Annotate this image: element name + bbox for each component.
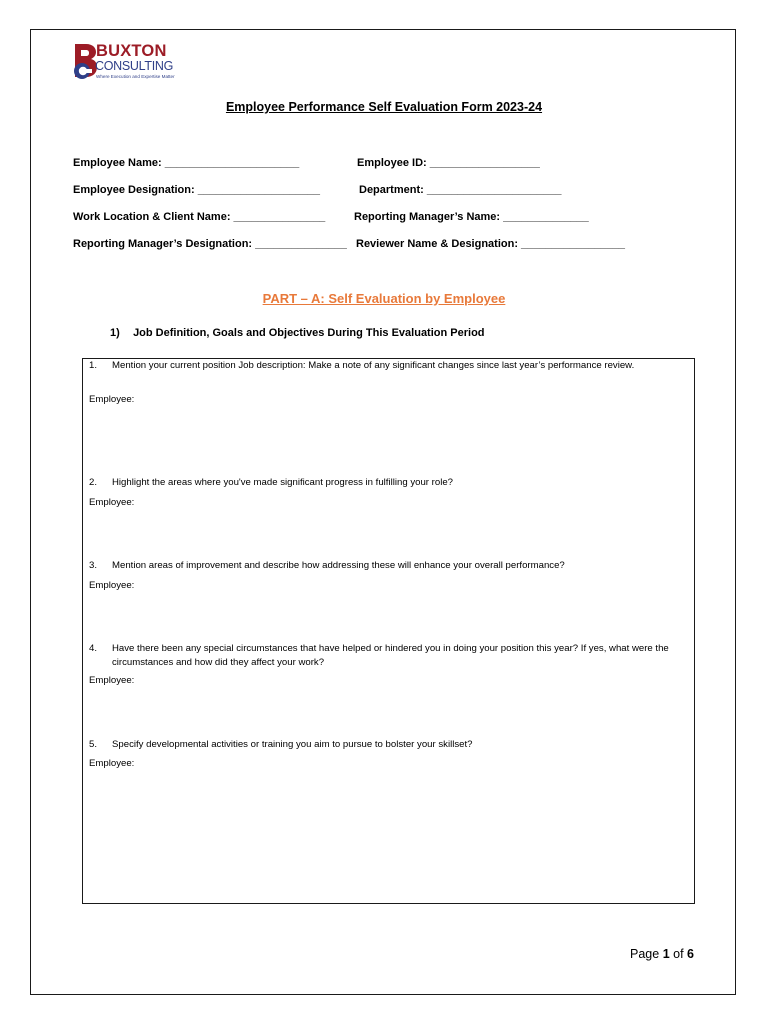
department-field[interactable]: Department: ______________________ (359, 184, 562, 196)
employee-name-field[interactable]: Employee Name: ______________________ (73, 157, 300, 169)
reporting-manager-name-field[interactable]: Reporting Manager’s Name: ______________ (354, 211, 589, 223)
part-a-title: PART – A: Self Evaluation by Employee (262, 291, 506, 306)
total-pages: 6 (687, 947, 694, 961)
logo-subtitle: CONSULTING (95, 59, 174, 73)
employee-id-field[interactable]: Employee ID: __________________ (357, 157, 540, 169)
logo-tagline: Where Execution and Expertise Matter (96, 74, 175, 79)
question-1 (89, 359, 679, 373)
response-label-2[interactable]: Employee: (89, 497, 135, 508)
question-number: 3. (89, 560, 98, 571)
page-number (630, 947, 694, 961)
question-text: Highlight the areas where you've made significant progress in fulfilling your role? (112, 477, 453, 488)
current-page: 1 (662, 947, 670, 961)
question-number: 2. (89, 477, 98, 488)
question-3 (89, 559, 679, 573)
response-label-5[interactable]: Employee: (89, 758, 135, 769)
question-number: 4. (89, 643, 98, 654)
response-label-1[interactable]: Employee: (89, 394, 135, 405)
question-4 (89, 642, 679, 670)
question-text: Specify developmental activities or training you aim to pursue to bolster your skillset? (112, 739, 473, 750)
logo-name: BUXTON (96, 42, 167, 60)
response-label-4[interactable]: Employee: (89, 675, 135, 686)
question-text: Have there been any special circumstances that have helped or hindered you in doing your position this year? If yes, what were the circumstances and how did they affect your work? (112, 643, 669, 668)
questions-box (82, 358, 695, 904)
question-text: Mention your current position Job description: Make a note of any significant changes since last year’s performance review. (112, 360, 635, 371)
response-label-3[interactable]: Employee: (89, 580, 135, 591)
form-title: Employee Performance Self Evaluation Form 2023-24 (225, 100, 543, 114)
section-heading (110, 327, 485, 339)
reporting-manager-designation-field[interactable]: Reporting Manager’s Designation: _______________ (73, 238, 347, 250)
question-number: 5. (89, 739, 98, 750)
question-2 (89, 476, 679, 490)
question-5 (89, 738, 679, 752)
of-word: of (673, 947, 684, 961)
question-number: 1. (89, 360, 98, 371)
question-text: Mention areas of improvement and describe how addressing these will enhance your overall performance? (112, 560, 565, 571)
section-number: 1) (110, 327, 120, 339)
section-heading-text: Job Definition, Goals and Objectives During This Evaluation Period (133, 327, 485, 339)
reviewer-field[interactable]: Reviewer Name & Designation: _________________ (356, 238, 626, 250)
company-logo (72, 42, 192, 84)
work-location-field[interactable]: Work Location & Client Name: _______________ (73, 211, 326, 223)
page-word: Page (630, 947, 660, 961)
employee-designation-field[interactable]: Employee Designation: ____________________ (73, 184, 321, 196)
